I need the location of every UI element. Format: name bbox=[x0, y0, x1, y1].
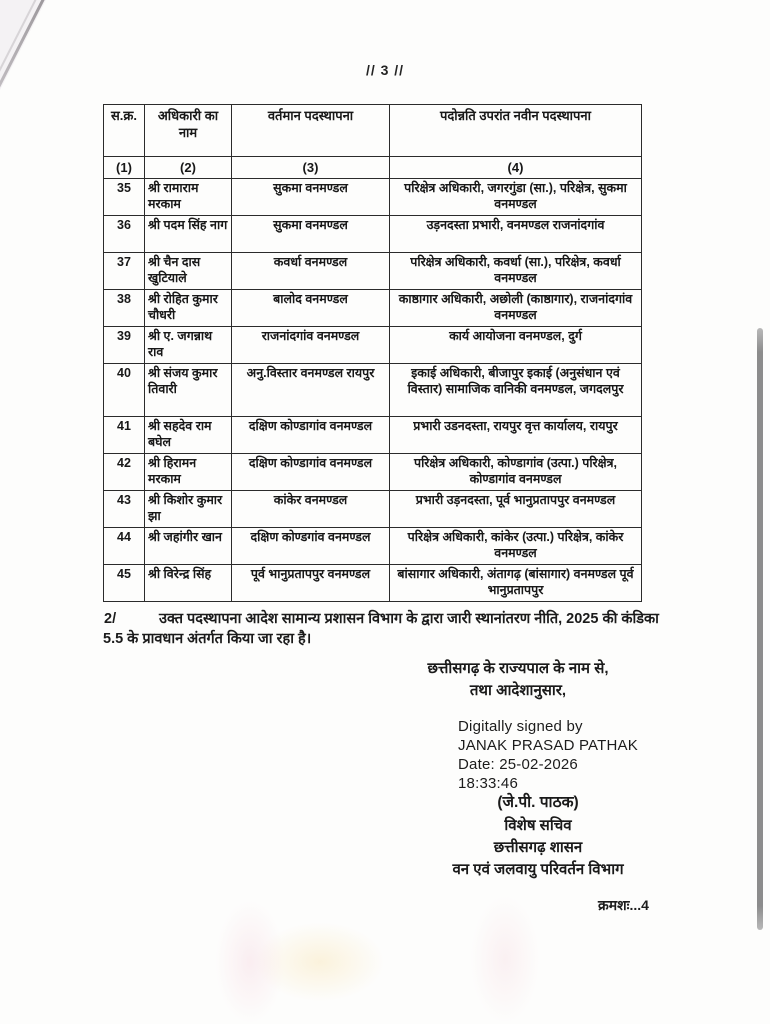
table-row bbox=[104, 326, 642, 363]
header-current-posting: वर्तमान पदस्थापना bbox=[232, 105, 390, 157]
cell-officer-name: श्री संजय कुमार तिवारी bbox=[145, 363, 232, 416]
table-row bbox=[104, 363, 642, 416]
cell-officer-name: श्री किशोर कुमार झा bbox=[145, 490, 232, 527]
cell-current-posting: सुकमा वनमण्डल bbox=[232, 178, 390, 215]
cell-new-posting: परिक्षेत्र अधिकारी, कवर्धा (सा.), परिक्षेत्र, कवर्धा वनमण्डल bbox=[390, 252, 642, 289]
digital-signature-line-4: 18:33:46 bbox=[458, 775, 518, 792]
authority-line-2: तथा आदेशानुसार, bbox=[469, 681, 567, 699]
cell-new-posting: कार्य आयोजना वनमण्डल, दुर्ग bbox=[390, 326, 642, 363]
paper-stain-pink-2 bbox=[470, 895, 540, 1024]
signer-designation: विशेष सचिव bbox=[504, 816, 572, 834]
table-row bbox=[104, 416, 642, 453]
table-row bbox=[104, 252, 642, 289]
cell-serial-no: 45 bbox=[104, 564, 145, 601]
cell-current-posting: कवर्धा वनमण्डल bbox=[232, 252, 390, 289]
cell-new-posting: परिक्षेत्र अधिकारी, कोण्डागांव (उत्पा.) परिक्षेत्र, कोण्डागांव वनमण्डल bbox=[390, 453, 642, 490]
table-row bbox=[104, 289, 642, 326]
digital-signature-stamp bbox=[458, 717, 638, 793]
digital-signature-line-1: Digitally signed by bbox=[458, 718, 583, 735]
cell-serial-no: 43 bbox=[104, 490, 145, 527]
digital-signature-line-2: JANAK PRASAD PATHAK bbox=[458, 737, 638, 754]
cell-serial-no: 36 bbox=[104, 215, 145, 252]
table-row bbox=[104, 564, 642, 601]
clause-paragraph bbox=[103, 609, 661, 650]
cell-current-posting: राजनांदगांव वनमण्डल bbox=[232, 326, 390, 363]
continuation-marker: क्रमशः...4 bbox=[598, 897, 649, 913]
cell-new-posting: प्रभारी उडनदस्ता, रायपुर वृत्त कार्यालय, रायपुर bbox=[390, 416, 642, 453]
cell-officer-name: श्री पदम सिंह नाग bbox=[145, 215, 232, 252]
cell-new-posting: उड़नदस्ता प्रभारी, वनमण्डल राजनांदगांव bbox=[390, 215, 642, 252]
officer-posting-table bbox=[103, 104, 642, 602]
cell-serial-no: 38 bbox=[104, 289, 145, 326]
cell-new-posting: बांसागार अधिकारी, अंतागढ़ (बांसागार) वनमण्डल पूर्व भानुप्रतापपुर bbox=[390, 564, 642, 601]
signer-name: (जे.पी. पाठक) bbox=[497, 794, 579, 811]
cell-current-posting: दक्षिण कोण्डागांव वनमण्डल bbox=[232, 453, 390, 490]
column-number-2: (2) bbox=[145, 157, 232, 179]
cell-current-posting: बालोद वनमण्डल bbox=[232, 289, 390, 326]
cell-officer-name: श्री हिरामन मरकाम bbox=[145, 453, 232, 490]
cell-current-posting: सुकमा वनमण्डल bbox=[232, 215, 390, 252]
table-row bbox=[104, 490, 642, 527]
cell-serial-no: 40 bbox=[104, 363, 145, 416]
cell-officer-name: श्री चैन दास खुटियाले bbox=[145, 252, 232, 289]
cell-serial-no: 39 bbox=[104, 326, 145, 363]
cell-serial-no: 35 bbox=[104, 178, 145, 215]
digital-signature-line-3: Date: 25-02-2026 bbox=[458, 756, 578, 773]
column-number-4: (4) bbox=[390, 157, 642, 179]
cell-current-posting: अनु.विस्तार वनमण्डल रायपुर bbox=[232, 363, 390, 416]
cell-new-posting: प्रभारी उड़नदस्ता, पूर्व भानुप्रतापपुर वनमण्डल bbox=[390, 490, 642, 527]
cell-serial-no: 37 bbox=[104, 252, 145, 289]
header-new-posting: पदोन्नति उपरांत नवीन पदस्थापना bbox=[390, 105, 642, 157]
table-row bbox=[104, 453, 642, 490]
page-number: // 3 // bbox=[365, 62, 405, 78]
cell-new-posting: इकाई अधिकारी, बीजापुर इकाई (अनुसंधान एवं विस्तार) सामाजिक वानिकी वनमण्डल, जगदलपुर bbox=[390, 363, 642, 416]
authority-line-1: छत्तीसगढ़ के राज्यपाल के नाम से, bbox=[427, 660, 609, 677]
table-row bbox=[104, 527, 642, 564]
clause-text: उक्त पदस्थापना आदेश सामान्य प्रशासन विभाग के द्वारा जारी स्थानांतरण नीति, 2025 की कंडिका 5.5 के प्रावधान अंतर्गत किया जा रहा है। bbox=[103, 611, 659, 648]
paper-stain-pink bbox=[215, 900, 285, 1024]
authority-statement bbox=[398, 658, 638, 702]
clause-number: 2/ bbox=[104, 611, 117, 627]
scan-edge-shadow bbox=[757, 328, 763, 930]
signer-department: वन एवं जलवायु परिवर्तन विभाग bbox=[452, 861, 624, 879]
cell-new-posting: काष्ठागार अधिकारी, अछोली (काष्ठागार), राजनांदगांव वनमण्डल bbox=[390, 289, 642, 326]
signer-block bbox=[428, 792, 648, 882]
cell-current-posting: दक्षिण कोण्डगांव वनमण्डल bbox=[232, 527, 390, 564]
cell-new-posting: परिक्षेत्र अधिकारी, जगरगुंडा (सा.), परिक्षेत्र, सुकमा वनमण्डल bbox=[390, 178, 642, 215]
signer-government: छत्तीसगढ़ शासन bbox=[493, 839, 583, 857]
table-header bbox=[104, 105, 642, 179]
header-officer-name: अधिकारी का नाम bbox=[145, 105, 232, 157]
officer-table-body bbox=[104, 178, 642, 601]
cell-current-posting: कांकेर वनमण्डल bbox=[232, 490, 390, 527]
cell-current-posting: पूर्व भानुप्रतापपुर वनमण्डल bbox=[232, 564, 390, 601]
cell-new-posting: परिक्षेत्र अधिकारी, कांकेर (उत्पा.) परिक्षेत्र, कांकेर वनमण्डल bbox=[390, 527, 642, 564]
cell-officer-name: श्री रामाराम मरकाम bbox=[145, 178, 232, 215]
column-number-3: (3) bbox=[232, 157, 390, 179]
cell-officer-name: श्री जहांगीर खान bbox=[145, 527, 232, 564]
cell-serial-no: 44 bbox=[104, 527, 145, 564]
cell-officer-name: श्री ए. जगन्नाथ राव bbox=[145, 326, 232, 363]
column-number-1: (1) bbox=[104, 157, 145, 179]
cell-current-posting: दक्षिण कोण्डागांव वनमण्डल bbox=[232, 416, 390, 453]
cell-serial-no: 41 bbox=[104, 416, 145, 453]
cell-serial-no: 42 bbox=[104, 453, 145, 490]
header-serial-no: स.क्र. bbox=[104, 105, 145, 157]
cell-officer-name: श्री विरेन्द्र सिंह bbox=[145, 564, 232, 601]
cell-officer-name: श्री रोहित कुमार चौधरी bbox=[145, 289, 232, 326]
table-row bbox=[104, 178, 642, 215]
cell-officer-name: श्री सहदेव राम बघेल bbox=[145, 416, 232, 453]
table-row bbox=[104, 215, 642, 252]
